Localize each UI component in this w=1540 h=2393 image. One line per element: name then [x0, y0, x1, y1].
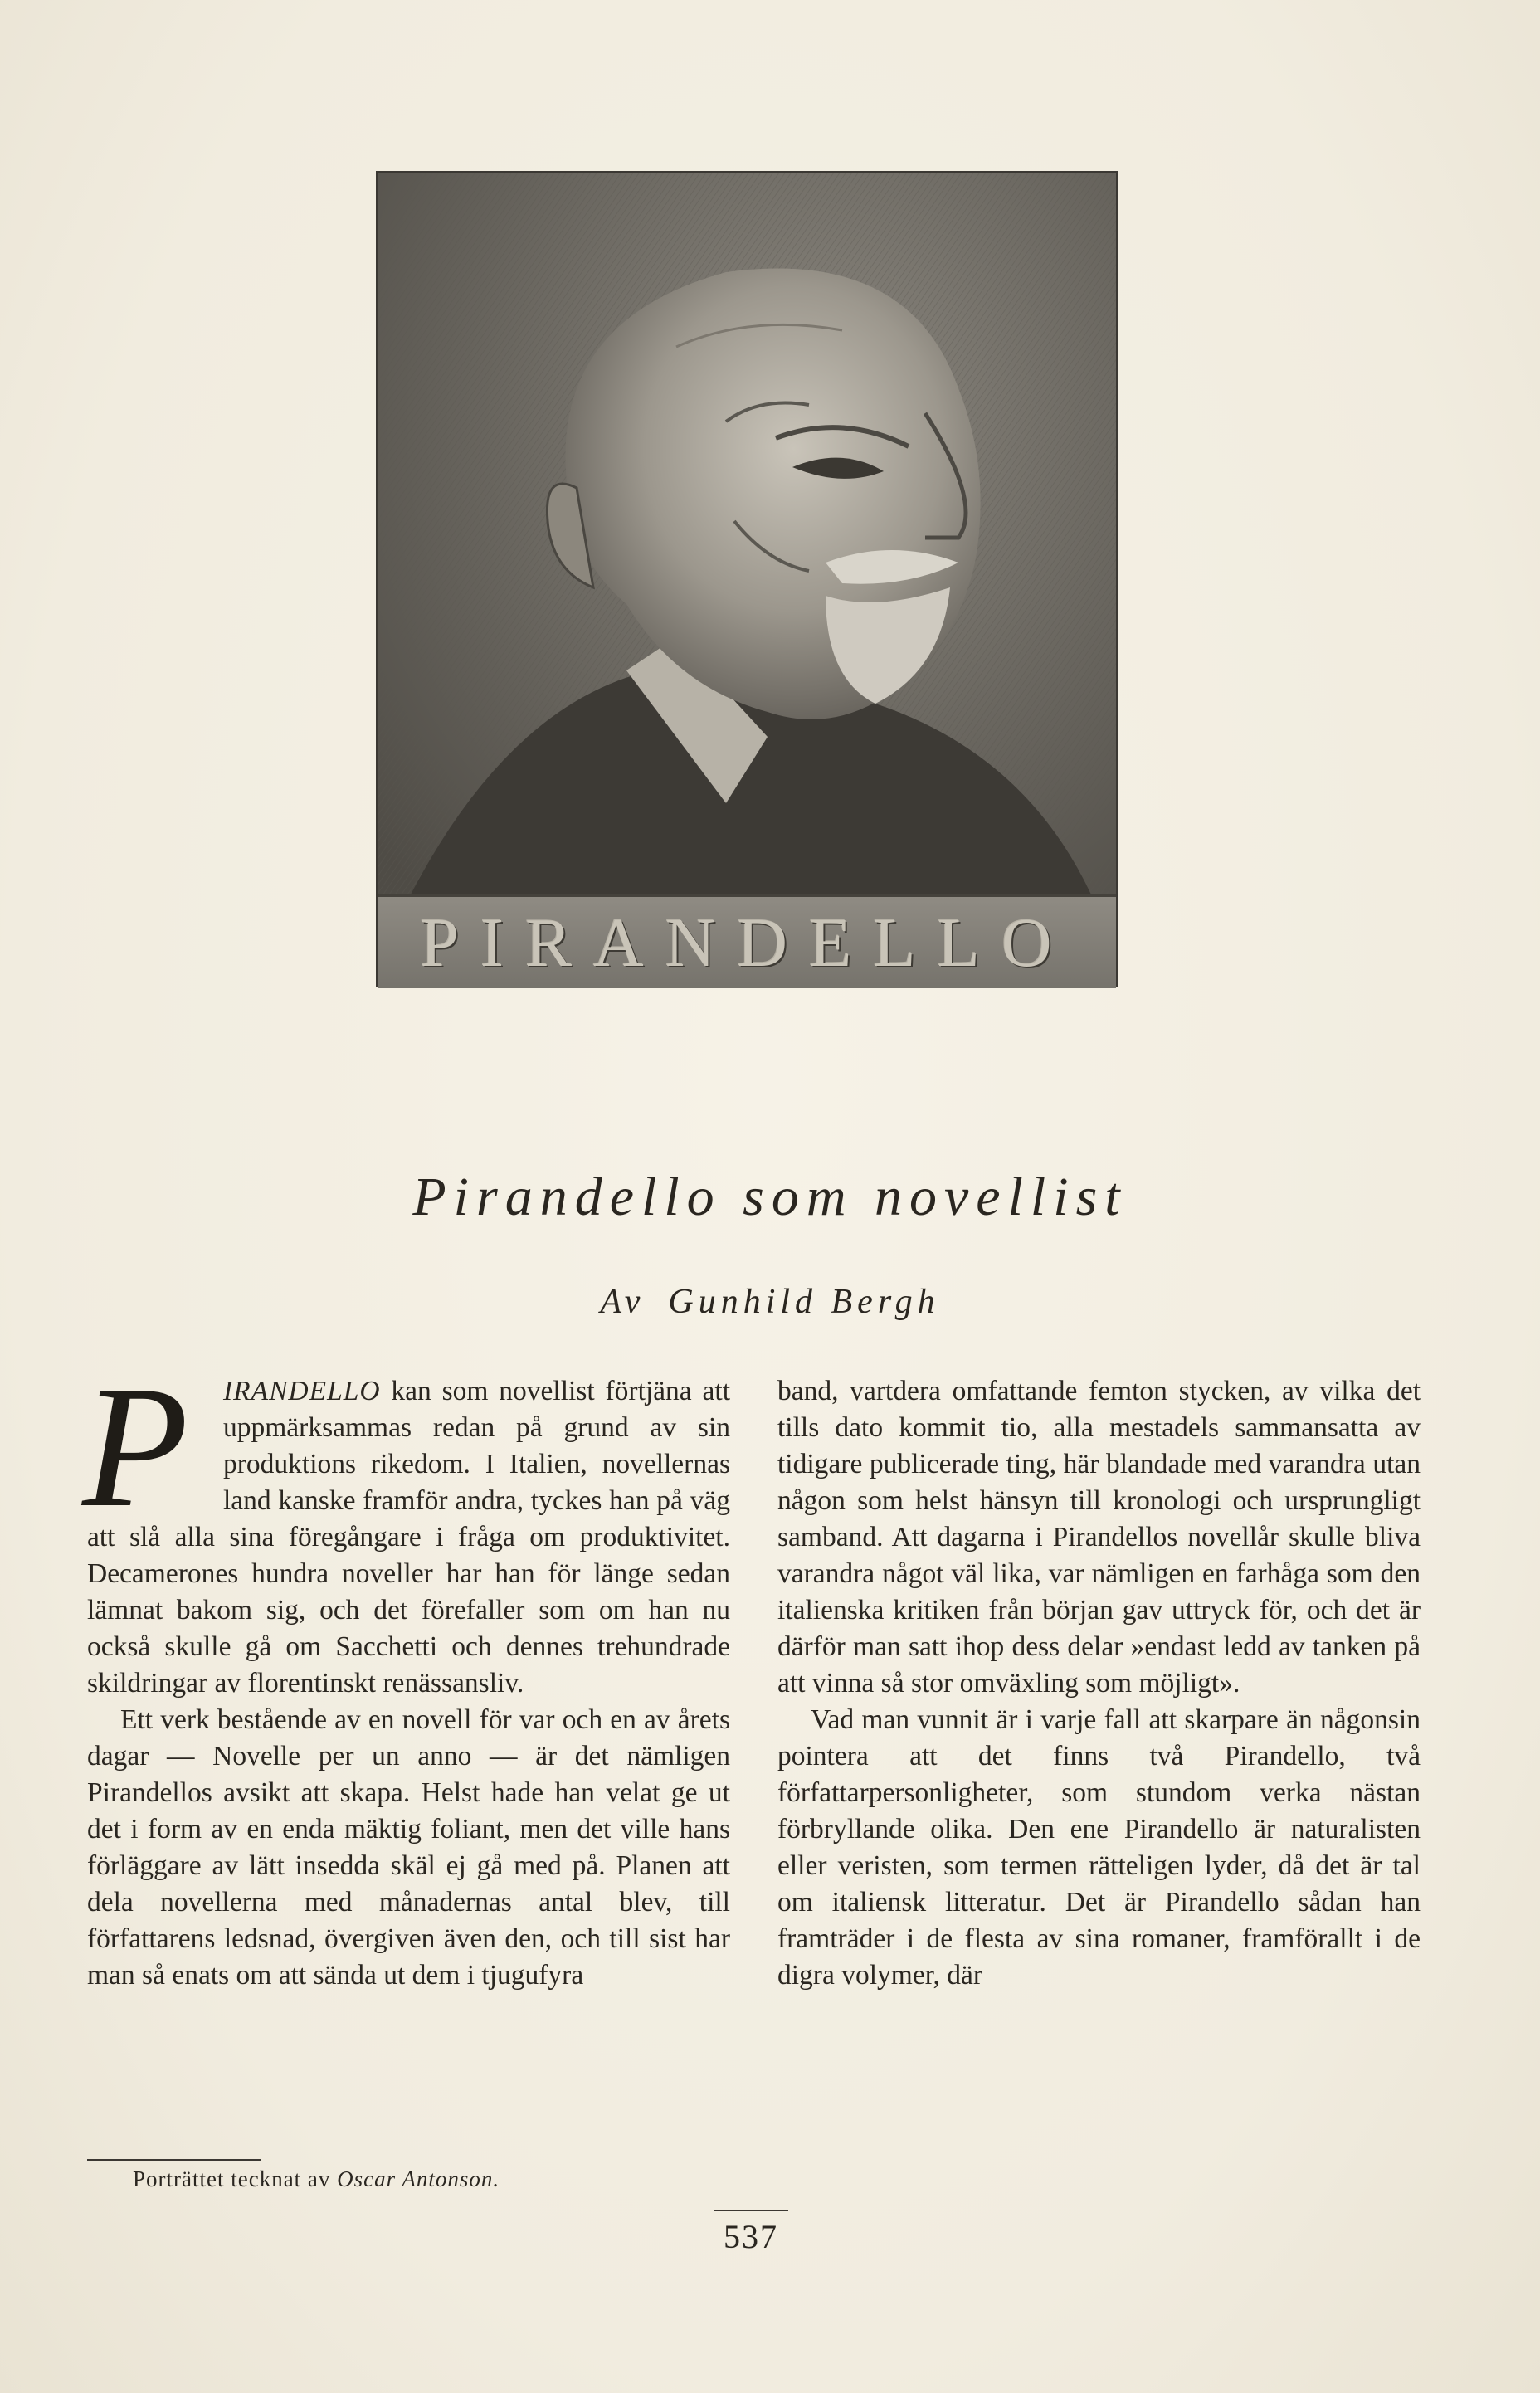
drop-cap: P [82, 1351, 189, 1543]
portrait-image [378, 173, 1116, 986]
page-number-rule [714, 2210, 788, 2211]
opening-word: IRANDELLO [223, 1376, 381, 1406]
page-number: 537 [724, 2218, 778, 2255]
paragraph-text: kan som novellist förtjäna att uppmärksammas redan på grund av sin produktions rikedom. I Italien, novellernas land kanske framför andra, tyckes han på väg att slå alla sina föregångare i fråga om produktivitet. Decamerones hundra noveller har han för länge sedan lämnat bakom sig, och det förefaller som om han nu också skulle gå om Sacchetti och dennes trehundrade skildringar av florentinskt renässansliv. [87, 1376, 730, 1698]
right-column [777, 1373, 1421, 1994]
paragraph: Ett verk bestående av en novell för var och en av årets dagar — Novelle per un anno — är det nämligen Pirandellos avsikt att skapa. Helst hade han velat ge ut det i form av en enda mäktig foliant, men det ville hans förläggare av lätt insedda skäl ej gå med på. Planen att dela novellerna med månadernas antal blev, till författarens ledsnad, övergiven även den, och till sist har man så enats om att sända ut dem i tjugufyra [87, 1704, 730, 1991]
article-title: Pirandello som novellist [412, 1167, 1128, 1227]
paragraph: band, vartdera omfattande femton stycken, av vilka det tills dato kommit tio, alla mestadels sammansatta av tidigare publicerade ting, här blandade med varandra utan någon som helst hänsyn till kronologi och ursprungligt samband. Att dagarna i Pirandellos novellår skulle bliva varandra något väl lika, var nämligen en farhåga som den italienska kritiken från början gav uttryck för, och det är därför man satt ihop dess delar »endast ledd av tanken på att vinna så stor omväxling som möjligt». [777, 1376, 1421, 1698]
left-column [82, 1351, 730, 1994]
article-byline [0, 1282, 1540, 1322]
paragraph: Vad man vunnit är i varje fall att skarpare än någonsin pointera att det finns två Pirandello, två författarpersonligheter, som stundom verka nästan förbryllande olika. Den ene Pirandello är naturalisten eller veristen, som termen rätteligen lyder, då det är tal om italiensk litteratur. Det är Pirandello sådan han framträder i de flesta av sina romaner, framförallt i de digra volymer, där [777, 1704, 1421, 1991]
byline-prefix: Av [600, 1283, 646, 1321]
author-name: Gunhild Bergh [668, 1283, 940, 1321]
nameplate-text: PIRANDELLO [420, 904, 1074, 982]
footnote-text: Porträttet tecknat av [133, 2166, 331, 2191]
paragraph [82, 1351, 730, 1702]
footnote [133, 2166, 500, 2192]
footnote-artist: Oscar Antonson. [337, 2166, 500, 2191]
portrait-nameplate [378, 894, 1116, 988]
portrait-drawing [378, 173, 1116, 986]
footnote-rule [87, 2159, 261, 2161]
